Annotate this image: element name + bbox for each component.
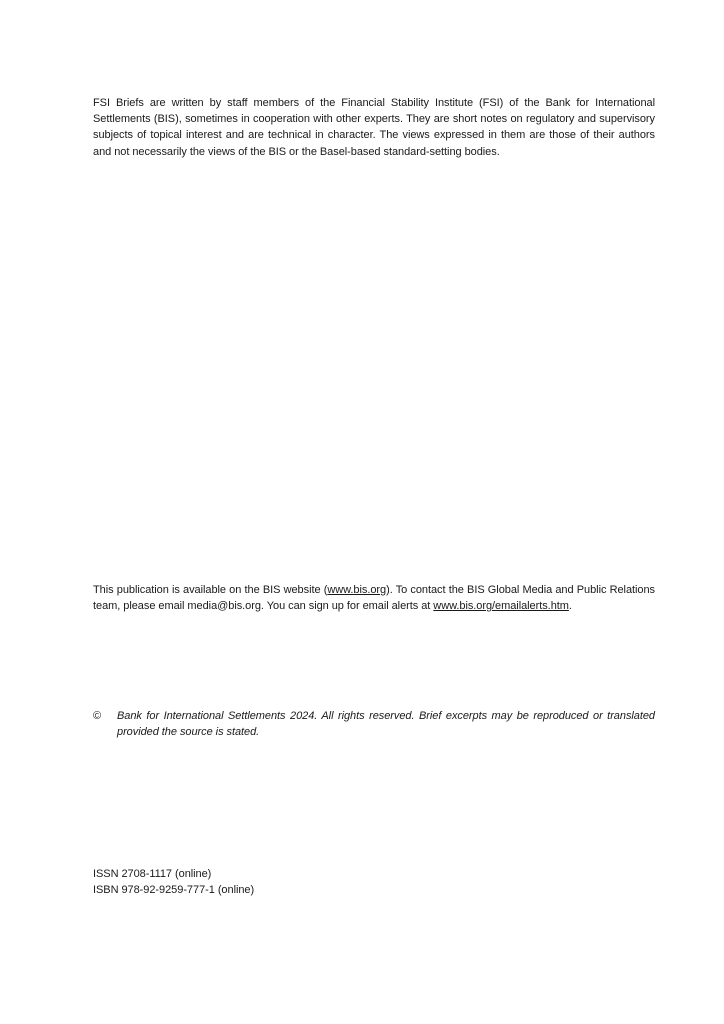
availability-text-middle: ). To contact the BIS Global Media and Public Relations team, please email media@bis.org. You can sign up for email alerts at (93, 584, 656, 613)
bis-website-link[interactable]: www.bis.org (327, 584, 387, 596)
publication-identifiers (93, 866, 655, 898)
intro-paragraph: FSI Briefs are written by staff members of the Financial Stability Institute (FSI) of the Bank for International Settlements (BIS), sometimes in cooperation with other experts. They are short notes on regulatory and supervisory subjects of topical interest and are technical in character. The views expressed in them are those of their authors and not necessarily the views of the BIS or the Basel-based standard-setting bodies. (93, 97, 655, 158)
copyright-text: Bank for International Settlements 2024. All rights reserved. Brief excerpts may be reproduced or translated provided the source is stated. (117, 710, 655, 739)
email-alerts-link[interactable]: www.bis.org/emailalerts.htm (433, 600, 569, 613)
isbn-number: ISBN 978-92-9259-777-1 (online) (93, 884, 255, 897)
copyright-symbol: © (93, 710, 102, 722)
copyright-notice (93, 708, 655, 740)
availability-text-before: This publication is available on the BIS website ( (93, 584, 328, 596)
availability-text-after: . (568, 600, 572, 613)
issn-number: ISSN 2708-1117 (online) (93, 868, 212, 880)
availability-paragraph (93, 582, 655, 614)
